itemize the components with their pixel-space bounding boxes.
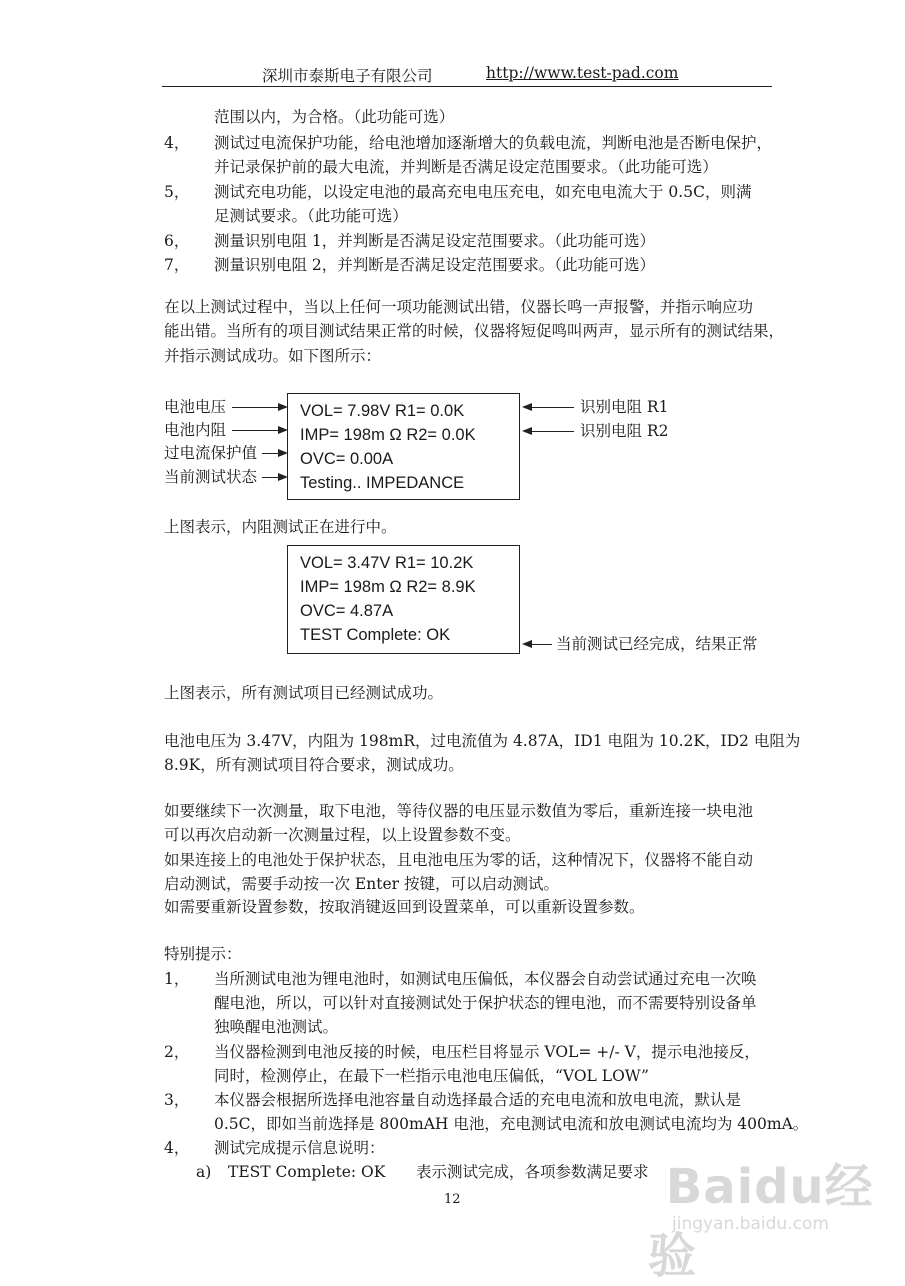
- label-id-resistor-r1: 识别电阻 R1: [580, 398, 669, 416]
- list-item-text: 同时，检测停止，在最下一栏指示电池电压偏低，“VOL LOW”: [214, 1067, 649, 1085]
- lcd-row-impedance: IMP= 198m Ω R2= 0.0K: [300, 426, 476, 444]
- arrow-line: [232, 430, 278, 431]
- arrow-line: [232, 407, 278, 408]
- list-item-text: 醒电池，所以，可以针对直接测试处于保护状态的锂电池，而不需要特别设备单: [214, 994, 757, 1012]
- list-item-text: 足测试要求。（此功能可选）: [214, 207, 408, 225]
- header-company: 深圳市泰斯电子有限公司: [262, 67, 433, 85]
- list-item-text: 测量识别电阻 2，并判断是否满足设定范围要求。（此功能可选）: [214, 256, 656, 274]
- page-number: 12: [444, 1192, 461, 1207]
- list-item-text: 本仪器会根据所选择电池容量自动选择最合适的充电电流和放电电流，默认是: [214, 1091, 742, 1109]
- lcd-row-impedance: IMP= 198m Ω R2= 8.9K: [300, 578, 476, 596]
- label-id-resistor-r2: 识别电阻 R2: [580, 422, 669, 440]
- list-item-number: 2，: [164, 1043, 190, 1061]
- paragraph-line: 并指示测试成功。如下图所示：: [164, 347, 382, 365]
- arrow-right-icon: [278, 403, 288, 411]
- list-item-continuation: 范围以内，为合格。（此功能可选）: [214, 108, 455, 126]
- list-item-text: 测试完成提示信息说明：: [214, 1139, 385, 1157]
- list-item-text: 测量识别电阻 1，并判断是否满足设定范围要求。（此功能可选）: [214, 232, 656, 250]
- arrow-line: [532, 644, 552, 645]
- paragraph-line: 能出错。当所有的项目测试结果正常的时候，仪器将短促鸣叫两声，显示所有的测试结果，: [164, 322, 785, 340]
- watermark-site: jingyan.baidu.com: [672, 1214, 829, 1234]
- paragraph-line: 8.9K，所有测试项目符合要求，测试成功。: [164, 756, 464, 774]
- list-item-text: 0.5C，即如当前选择是 800mAH 电池，充电测试电流和放电测试电流均为 400mA。: [214, 1115, 809, 1133]
- list-item-text: 当仪器检测到电池反接的时候，电压栏目将显示 VOL= +/- V，提示电池接反，: [214, 1043, 760, 1061]
- list-item-number: 5，: [164, 183, 190, 201]
- list-item-text: 测试过电流保护功能，给电池增加逐渐增大的负载电流，判断电池是否断电保护，: [214, 134, 773, 152]
- list-item-number: 4，: [164, 134, 190, 152]
- label-test-complete-normal: 当前测试已经完成，结果正常: [556, 635, 758, 653]
- caption-display-2: 上图表示，所有测试项目已经测试成功。: [164, 684, 444, 702]
- paragraph-line: 可以再次启动新一次测量过程，以上设置参数不变。: [164, 826, 521, 844]
- sub-item-desc: 表示测试完成，各项参数满足要求: [416, 1163, 649, 1181]
- lcd-row-voltage: VOL= 7.98V R1= 0.0K: [300, 402, 465, 420]
- list-item-number: 7，: [164, 256, 190, 274]
- label-internal-resistance: 电池内阻: [164, 421, 227, 439]
- label-overcurrent-value: 过电流保护值: [164, 444, 258, 462]
- lcd-display-complete: [287, 545, 520, 654]
- arrow-right-icon: [278, 449, 288, 457]
- arrow-right-icon: [278, 426, 288, 434]
- arrow-line: [262, 477, 278, 478]
- list-item-text: 测试充电功能，以设定电池的最高充电电压充电，如充电电流大于 0.5C，则满: [214, 183, 752, 201]
- lcd-row-status: Testing.. IMPEDANCE: [300, 474, 465, 492]
- list-item-text: 当所测试电池为锂电池时，如测试电压偏低，本仪器会自动尝试通过充电一次唤: [214, 970, 757, 988]
- arrow-left-icon: [522, 427, 532, 435]
- arrow-left-icon: [522, 403, 532, 411]
- lcd-row-overcurrent: OVC= 0.00A: [300, 450, 394, 468]
- paragraph-line: 如需要重新设置参数，按取消键返回到设置菜单，可以重新设置参数。: [164, 898, 645, 916]
- tips-title: 特别提示：: [164, 945, 242, 963]
- watermark-brand-text: Baidu经验: [648, 1159, 874, 1284]
- list-item-number: 6，: [164, 232, 190, 250]
- paragraph-line: 如要继续下一次测量，取下电池，等待仪器的电压显示数值为零后，重新连接一块电池: [164, 802, 754, 820]
- label-current-status: 当前测试状态: [164, 468, 258, 486]
- list-item-text: 并记录保护前的最大电流，并判断是否满足设定范围要求。（此功能可选）: [214, 158, 718, 176]
- header-url[interactable]: http://www.test-pad.com: [486, 64, 679, 82]
- lcd-display-testing: [287, 393, 520, 500]
- sub-item-code: TEST Complete: OK: [228, 1163, 386, 1181]
- list-item-number: 3，: [164, 1091, 190, 1109]
- lcd-row-overcurrent: OVC= 4.87A: [300, 602, 394, 620]
- arrow-line: [532, 407, 574, 408]
- label-battery-voltage: 电池电压: [164, 398, 227, 416]
- arrow-line: [262, 453, 278, 454]
- lcd-row-voltage: VOL= 3.47V R1= 10.2K: [300, 554, 474, 572]
- list-item-number: 1，: [164, 970, 190, 988]
- paragraph-line: 电池电压为 3.47V，内阻为 198mR，过电流值为 4.87A，ID1 电阻为 10.2K，ID2 电阻为: [164, 732, 801, 750]
- paragraph-line: 启动测试，需要手动按一次 Enter 按键，可以启动测试。: [164, 875, 559, 893]
- list-item-number: 4，: [164, 1139, 190, 1157]
- arrow-left-icon: [522, 640, 532, 648]
- list-item-text: 独唤醒电池测试。: [214, 1018, 339, 1036]
- paragraph-line: 如果连接上的电池处于保护状态，且电池电压为零的话，这种情况下，仪器将不能自动: [164, 851, 754, 869]
- sub-item-label: a): [196, 1163, 212, 1181]
- paragraph-line: 在以上测试过程中，当以上任何一项功能测试出错，仪器长鸣一声报警，并指示响应功: [164, 298, 754, 316]
- arrow-right-icon: [278, 473, 288, 481]
- caption-display-1: 上图表示，内阻测试正在进行中。: [164, 518, 397, 536]
- arrow-line: [532, 431, 574, 432]
- lcd-row-status: TEST Complete: OK: [300, 626, 451, 644]
- header-divider: [162, 86, 772, 87]
